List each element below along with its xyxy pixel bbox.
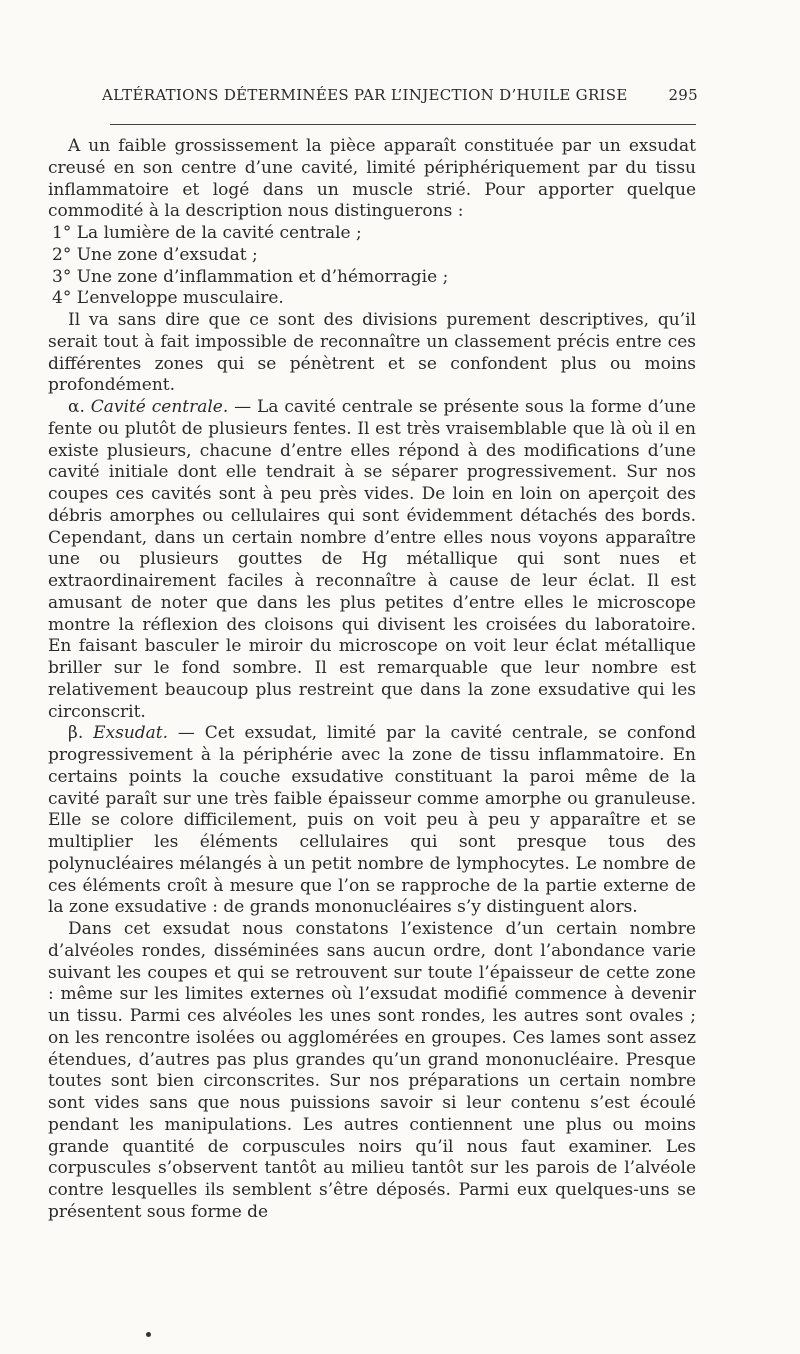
list-text: L’enveloppe musculaire. <box>76 288 284 309</box>
section-text-cavite: — La cavité centrale se présente sous la forme d’une fente ou plutôt de plusieurs fentes. Il est très vraisemblable que là où il en existe plusieurs, chacune d’entre elles répond à des modifications d’une cavité initiale dont elle tendrait à se séparer progressivement. Sur nos coupes ces cavités sont à peu près vides. De loin en loin on aperçoit des débris amorphes ou cellulaires qui sont évidemment détachés des bords. Cependant, dans un certain nombre d’entre elles nous voyons apparaître une ou plusieurs gouttes de Hg métallique qui sont nues et extraordinairement faciles à reconnaître à cause de leur éclat. Il est amusant de noter que dans les plus petites d’entre elles le microscope montre la réflexion des cloisons qui divisent les croisées du laboratoire. En faisant basculer le miroir du microscope on voit leur éclat métallique briller sur le fond sombre. Il est remarquable que leur nombre est relativement beaucoup plus restreint que dans la zone exsudative qui les circonscrit. <box>48 397 696 722</box>
page-number: 295 <box>668 86 698 104</box>
page-header <box>102 86 698 112</box>
paragraph-cavite <box>48 397 696 723</box>
paragraph-alveoles: Dans cet exsudat nous constatons l’existence d’un certain nombre d’alvéoles rondes, disséminées sans aucun ordre, dont l’abondance varie suivant les coupes et qui se retrouvent sur toute l’épaisseur de cette zone : même sur les limites externes où l’exsudat modifié commence à devenir un tissu. Parmi ces alvéoles les unes sont rondes, les autres sont ovales ; on les rencontre isolées ou agglomérées en groupes. Ces lames sont assez étendues, d’autres pas plus grandes qu’un grand mononucléaire. Presque toutes sont bien circonscrites. Sur nos préparations un certain nombre sont vides sans que nous puissions savoir si leur contenu s’est écoulé pendant les manipulations. Les autres contiennent une plus ou moins grande quantité de corpuscules noirs qu’il nous faut examiner. Les corpuscules s’observent tantôt au milieu tantôt sur les parois de l’alvéole contre lesquelles ils semblent s’être déposés. Parmi eux quelques-uns se présentent sous forme de <box>48 919 696 1222</box>
section-marker-beta: β. <box>68 723 84 744</box>
list-text: La lumière de la cavité centrale ; <box>76 223 362 243</box>
paragraph-divisions: Il va sans dire que ce sont des divisions purement descriptives, qu’il serait tout à fait impossible de reconnaître un classement précis entre ces différentes zones qui se pénètrent et se confondent plus ou moins profondément. <box>48 310 696 396</box>
header-rule <box>110 124 696 125</box>
ink-speck <box>146 1332 151 1337</box>
body-text <box>48 136 696 1224</box>
list-number: 1° <box>52 223 72 243</box>
section-title-cavite: Cavité centrale. <box>90 397 229 417</box>
running-title: ALTÉRATIONS DÉTERMINÉES PAR L’INJECTION D’HUILE GRISE <box>102 86 628 104</box>
list-number: 4° <box>52 288 72 309</box>
list-item <box>48 245 696 267</box>
list-number: 3° <box>52 266 72 287</box>
paragraph-intro: A un faible grossissement la pièce apparaît constituée par un exsudat creusé en son centre d’une cavité, limité périphériquement par du tissu inflammatoire et logé dans un muscle strié. Pour apporter quelque commodité à la description nous distinguerons : <box>48 136 696 222</box>
list-text: Une zone d’exsudat ; <box>76 244 258 265</box>
section-text-exsudat: — Cet exsudat, limité par la cavité centrale, se confond progressivement à la périphérie avec la zone de tissu inflammatoire. En certains points la couche exsudative constituant la paroi même de la cavité paraît sur une très faible épaisseur comme amorphe ou granuleuse. Elle se colore difficilement, puis on voit peu à peu y apparaître et se multiplier les éléments cellulaires qui sont presque tous des polynucléaires mélangés à un petit nombre de lymphocytes. Le nombre de ces éléments croît à mesure que l’on se rapproche de la partie externe de la zone exsudative : de grands mononucléaires s’y distinguent alors. <box>48 723 697 918</box>
list-item <box>48 267 696 289</box>
section-marker-alpha: α. <box>68 397 85 417</box>
list-item <box>48 288 696 310</box>
list-text: Une zone d’inflammation et d’hémorragie ; <box>76 266 449 287</box>
list-item <box>48 223 696 245</box>
list-number: 2° <box>52 244 72 265</box>
section-title-exsudat: Exsudat. <box>93 723 169 744</box>
paragraph-exsudat <box>48 723 696 919</box>
